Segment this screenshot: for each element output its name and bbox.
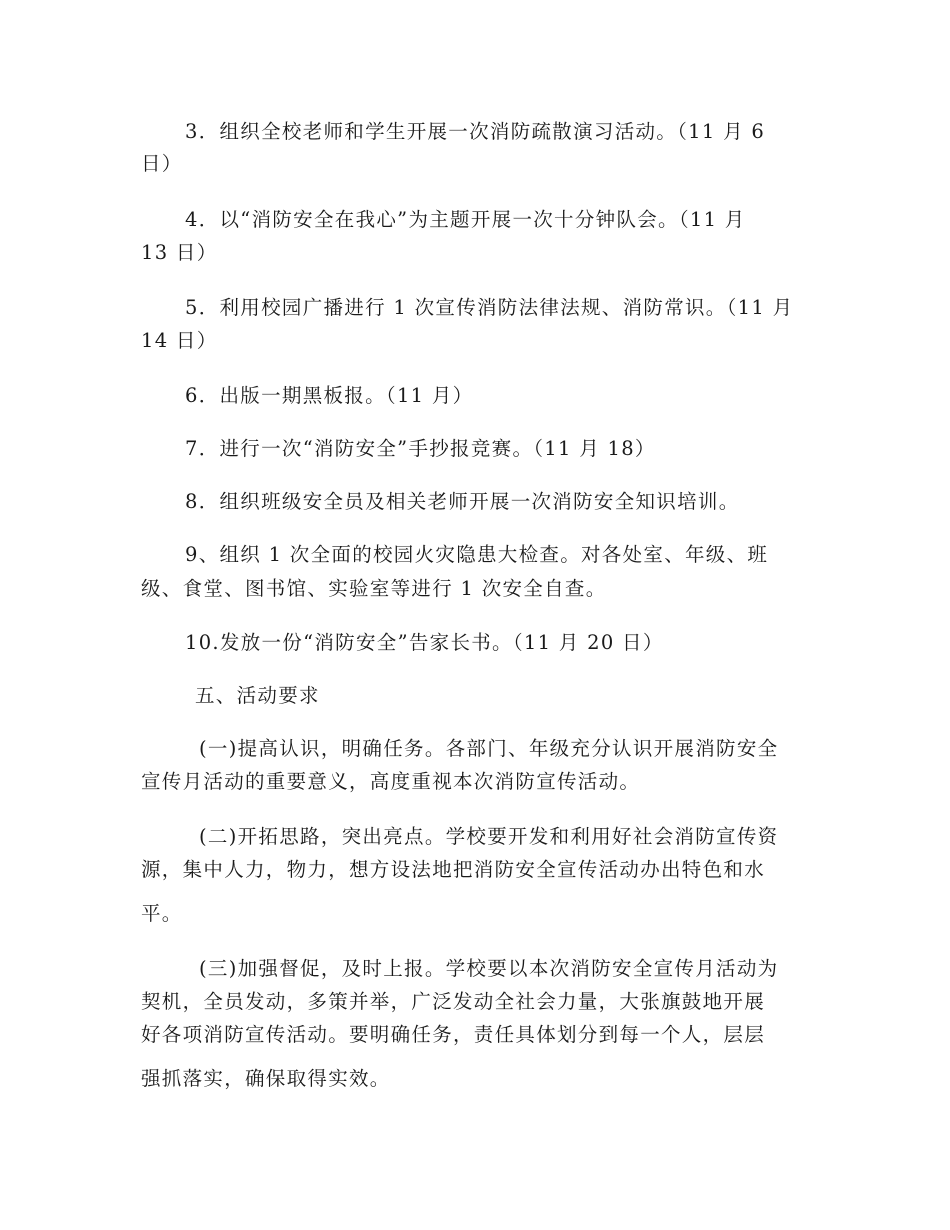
section-heading: 五、活动要求 xyxy=(195,684,320,707)
item-5-line-2: 14 日） xyxy=(141,329,218,352)
item-5-line-1: 5．利用校园广播进行 1 次宣传消防法律法规、消防常识。（11 月 xyxy=(185,296,794,319)
req-3-line-1: (三)加强督促，及时上报。学校要以本次消防安全宣传月活动为 xyxy=(199,957,779,980)
item-3-line-1: 3．组织全校老师和学生开展一次消防疏散演习活动。（11 月 6 xyxy=(185,120,766,143)
item-3-line-2: 日） xyxy=(141,152,183,175)
item-9-line-1: 9、组织 1 次全面的校园火灾隐患大检查。对各处室、年级、班 xyxy=(185,543,769,566)
req-1-line-2: 宣传月活动的重要意义，高度重视本次消防宣传活动。 xyxy=(141,770,641,793)
req-3-line-2: 契机，全员发动，多策并举，广泛发动全社会力量，大张旗鼓地开展 xyxy=(141,990,766,1013)
req-1-line-1: (一)提高认识，明确任务。各部门、年级充分认识开展消防安全 xyxy=(199,737,779,760)
item-10: 10.发放一份“消防安全”告家长书。（11 月 20 日） xyxy=(185,631,664,654)
item-9-line-2: 级、食堂、图书馆、实验室等进行 1 次安全自查。 xyxy=(141,577,607,600)
item-6: 6．出版一期黑板报。（11 月） xyxy=(185,384,474,407)
item-4-line-1: 4．以“消防安全在我心”为主题开展一次十分钟队会。（11 月 xyxy=(185,208,746,231)
item-8: 8．组织班级安全员及相关老师开展一次消防安全知识培训。 xyxy=(185,490,740,513)
req-2-line-1: (二)开拓思路，突出亮点。学校要开发和利用好社会消防宣传资 xyxy=(199,825,779,848)
req-2-line-2: 源，集中人力，物力，想方设法地把消防安全宣传活动办出特色和水 xyxy=(141,858,766,881)
req-3-line-4: 强抓落实，确保取得实效。 xyxy=(141,1067,391,1090)
req-3-line-3: 好各项消防宣传活动。要明确任务，责任具体划分到每一个人，层层 xyxy=(141,1023,766,1046)
item-4-line-2: 13 日） xyxy=(141,241,218,264)
item-7: 7．进行一次“消防安全”手抄报竞赛。（11 月 18） xyxy=(185,437,656,460)
req-2-line-3: 平。 xyxy=(141,902,183,925)
